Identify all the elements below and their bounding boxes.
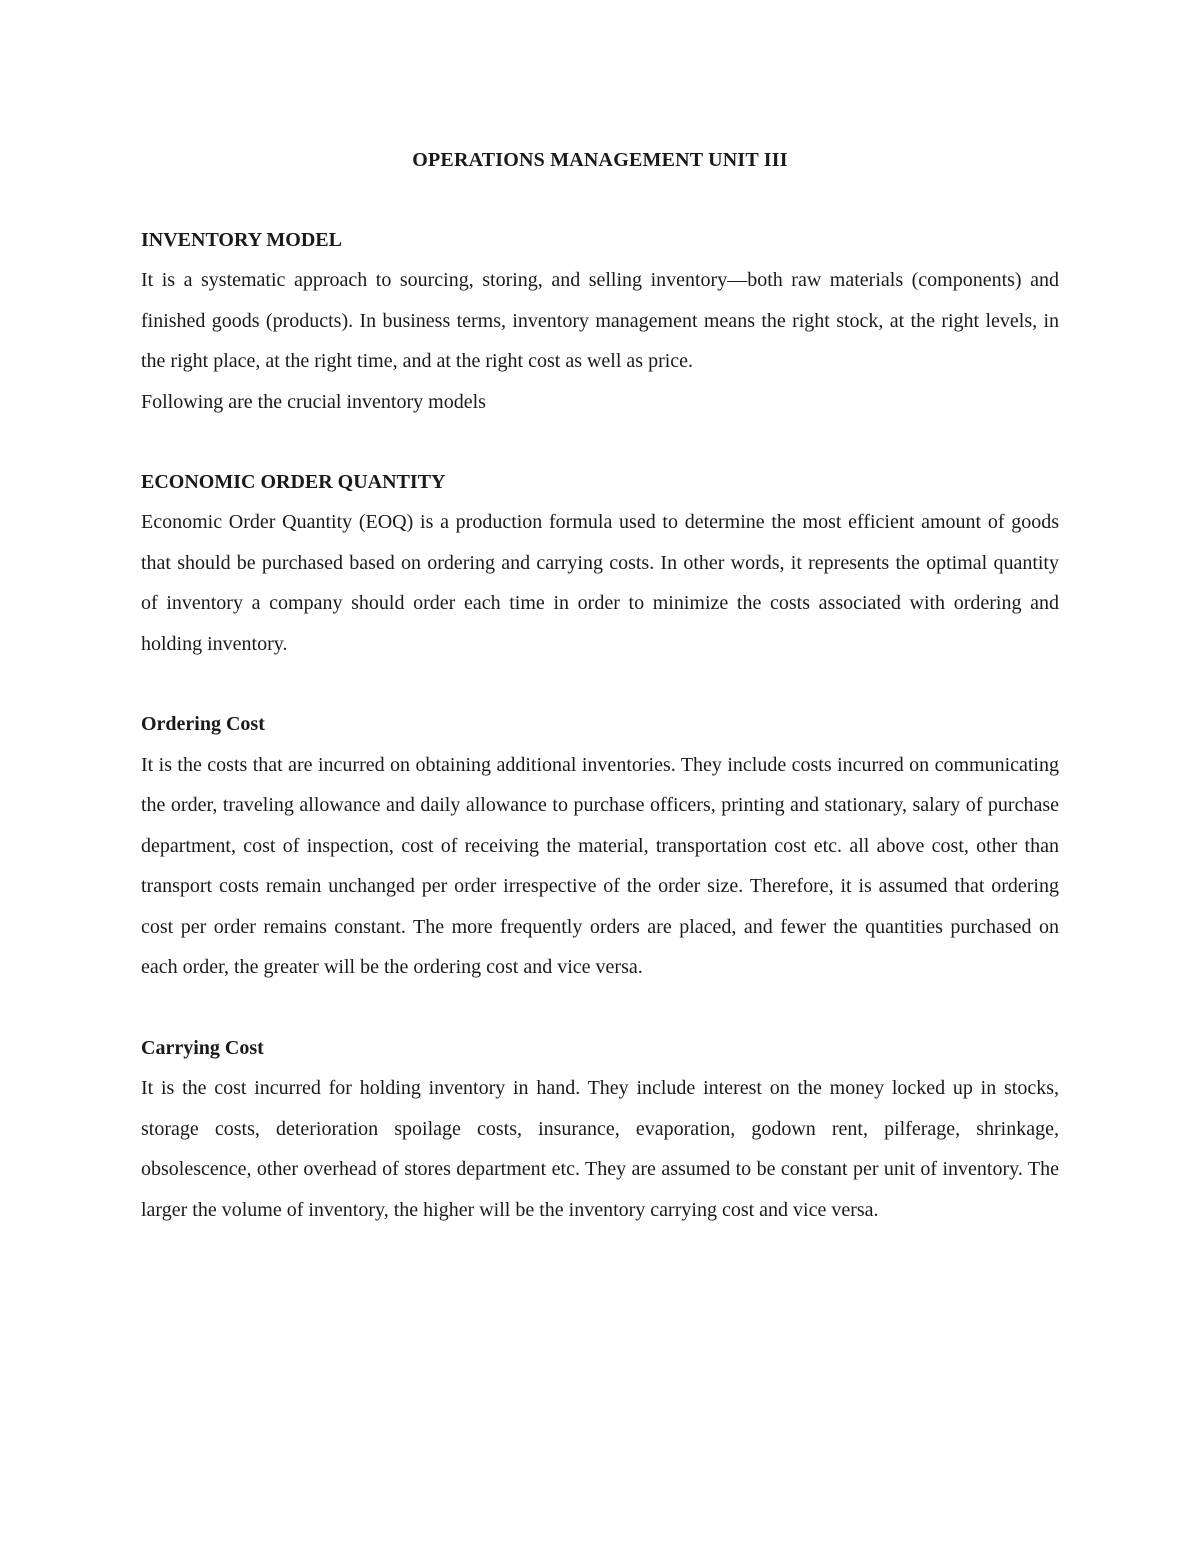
eoq-heading: ECONOMIC ORDER QUANTITY [141, 471, 446, 493]
spacer [141, 422, 1059, 462]
eoq-section [141, 462, 1059, 664]
inventory-model-followup: Following are the crucial inventory models [141, 390, 486, 413]
inventory-model-section [141, 220, 1059, 422]
inventory-model-paragraph: It is a systematic approach to sourcing, storing, and selling inventory—both raw materials (components) and finished goods (products). In business terms, inventory management means the right stock, at the right levels, in the right place, at the right time, and at the right cost as well as price. [141, 269, 1059, 372]
eoq-paragraph: Economic Order Quantity (EOQ) is a production formula used to determine the most efficient amount of goods that should be purchased based on ordering and carrying costs. In other words, it represents the optimal quantity of inventory a company should order each time in order to minimize the costs associated with ordering and holding inventory. [141, 511, 1059, 655]
spacer [141, 988, 1059, 1028]
carrying-cost-section [141, 1028, 1059, 1231]
carrying-cost-heading: Carrying Cost [141, 1036, 264, 1059]
inventory-model-heading: INVENTORY MODEL [141, 229, 342, 251]
ordering-cost-heading: Ordering Cost [141, 713, 265, 735]
ordering-cost-section [141, 704, 1059, 988]
carrying-cost-paragraph: It is the cost incurred for holding inventory in hand. They include interest on the money locked up in stocks, storage costs, deterioration spoilage costs, insurance, evaporation, godown rent, pilferage, shrinkage, obsolescence, other overhead of stores department etc. They are assumed to be constant per unit of inventory. The larger the volume of inventory, the higher will be the inventory carrying cost and vice versa. [141, 1077, 1059, 1221]
ordering-cost-paragraph: It is the costs that are incurred on obtaining additional inventories. They include costs incurred on communicating the order, traveling allowance and daily allowance to purchase officers, printing and stationary, salary of purchase department, cost of inspection, cost of receiving the material, transportation cost etc. all above cost, other than transport costs remain unchanged per order irrespective of the order size. Therefore, it is assumed that ordering cost per order remains constant. The more frequently orders are placed, and fewer the quantities purchased on each order, the greater will be the ordering cost and vice versa. [141, 753, 1059, 978]
spacer [141, 664, 1059, 704]
document-title: OPERATIONS MANAGEMENT UNIT III [412, 149, 788, 171]
